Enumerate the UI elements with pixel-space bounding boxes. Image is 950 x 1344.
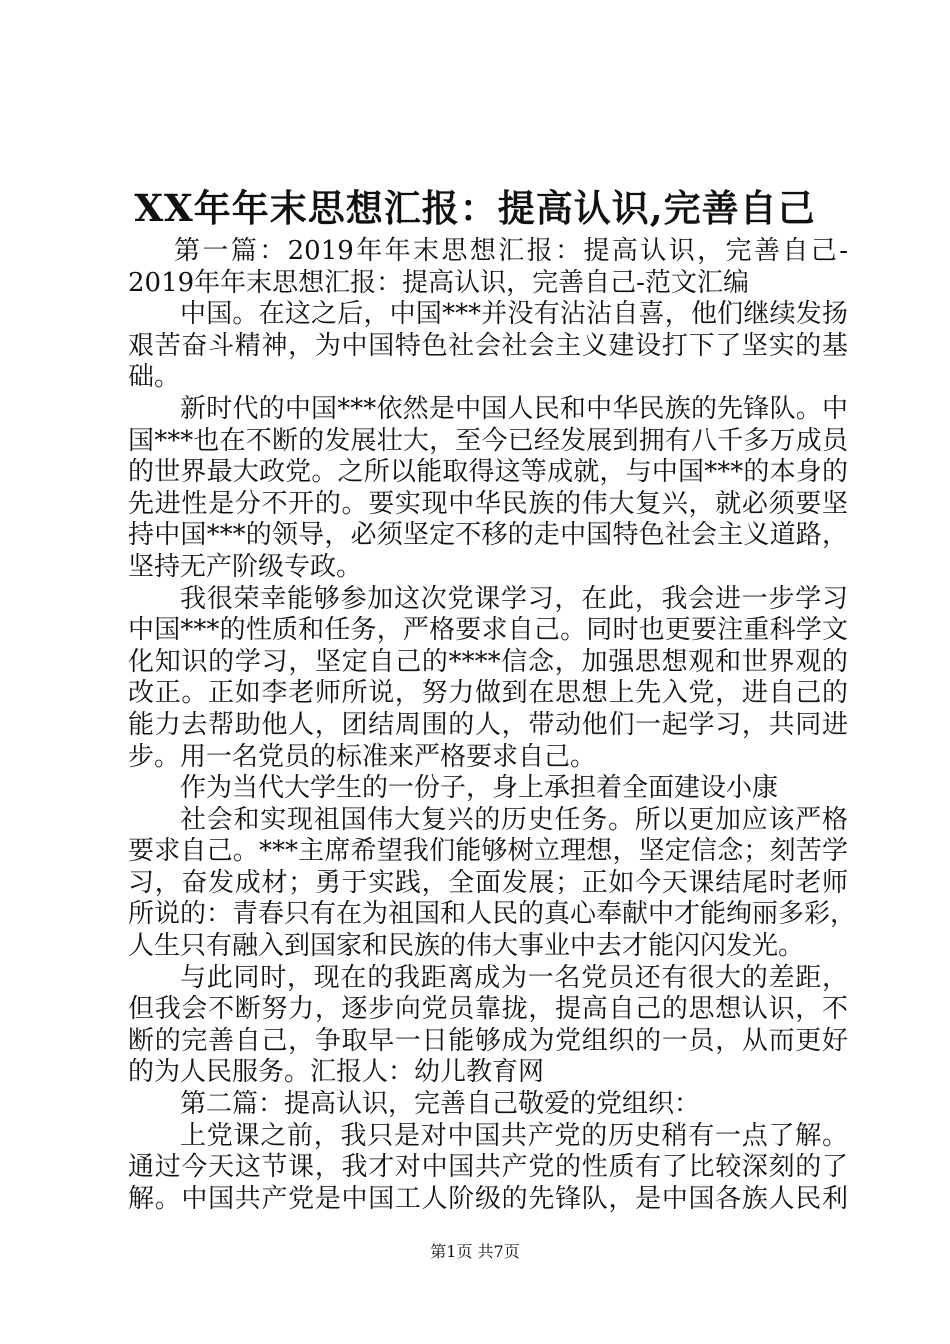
- text-line: 先进性是分不开的。要实现中华民族的伟大复兴，就必须要坚: [128, 488, 848, 519]
- text-line: 习，奋发成材；勇于实践，全面发展；正如今天课结尾时老师: [128, 867, 848, 898]
- text-line: 中国。在这之后，中国***并没有沾沾自喜，他们继续发扬: [180, 299, 848, 330]
- text-line: 步。用一名党员的标准来严格要求自己。: [128, 741, 597, 772]
- text-line: 我很荣幸能够参加这次党课学习，在此，我会进一步学习: [180, 583, 848, 614]
- text-line: 作为当代大学生的一份子，身上承担着全面建设小康: [180, 773, 779, 804]
- text-line: 国***也在不断的发展壮大，至今已经发展到拥有八千多万成员: [128, 425, 848, 456]
- document-body: [128, 236, 857, 1215]
- text-line: 社会和实现祖国伟大复兴的历史任务。所以更加应该严格: [180, 804, 848, 835]
- text-line: 中国***的性质和任务，严格要求自己。同时也更要注重科学文: [128, 615, 848, 646]
- text-line: 但我会不断努力，逐步向党员靠拢，提高自己的思想认识，不: [128, 994, 848, 1025]
- text-line: 持中国***的领导，必须坚定不移的走中国特色社会主义道路，: [128, 520, 848, 551]
- document-title: XX年年末思想汇报：提高认识,完善自己: [134, 186, 816, 230]
- text-line: 的为人民服务。汇报人：幼儿教育网: [128, 1057, 545, 1088]
- text-line: 础。: [128, 362, 181, 393]
- text-line: 所说的：青春只有在为祖国和人民的真心奉献中才能绚丽多彩，: [128, 899, 857, 930]
- text-line: 改正。正如李老师所说，努力做到在思想上先入党，进自己的: [128, 678, 848, 709]
- text-line: 化知识的学习，坚定自己的****信念，加强思想观和世界观的: [128, 646, 848, 677]
- text-line: 解。中国共产党是中国工人阶级的先锋队，是中国各族人民利: [128, 1183, 848, 1214]
- text-line: 人生只有融入到国家和民族的伟大事业中去才能闪闪发光。: [128, 931, 805, 962]
- text-line: 第二篇：提高认识，完善自己敬爱的党组织：: [180, 1089, 701, 1120]
- text-line: 坚持无产阶级专政。: [128, 551, 363, 582]
- text-line: 的世界最大政党。之所以能取得这等成就，与中国***的本身的: [128, 457, 848, 488]
- text-line: 要求自己。***主席希望我们能够树立理想，坚定信念；刻苦学: [128, 836, 848, 867]
- text-line: 通过今天这节课，我才对中国共产党的性质有了比较深刻的了: [128, 1152, 848, 1183]
- page-footer: 第1页 共7页: [430, 1242, 520, 1261]
- text-line: 2019年年末思想汇报：提高认识，完善自己-范文汇编: [128, 267, 749, 298]
- text-line: 第一篇：2019年年末思想汇报：提高认识，完善自己-: [174, 236, 848, 266]
- text-line: 能力去帮助他人，团结周围的人，带动他们一起学习，共同进: [128, 709, 848, 740]
- text-line: 上党课之前，我只是对中国共产党的历史稍有一点了解。: [180, 1120, 848, 1151]
- text-line: 新时代的中国***依然是中国人民和中华民族的先锋队。中: [180, 393, 848, 424]
- text-line: 与此同时，现在的我距离成为一名党员还有很大的差距，: [180, 962, 848, 993]
- text-line: 断的完善自己，争取早一日能够成为党组织的一员，从而更好: [128, 1025, 848, 1056]
- text-line: 艰苦奋斗精神，为中国特色社会社会主义建设打下了坚实的基: [128, 330, 848, 361]
